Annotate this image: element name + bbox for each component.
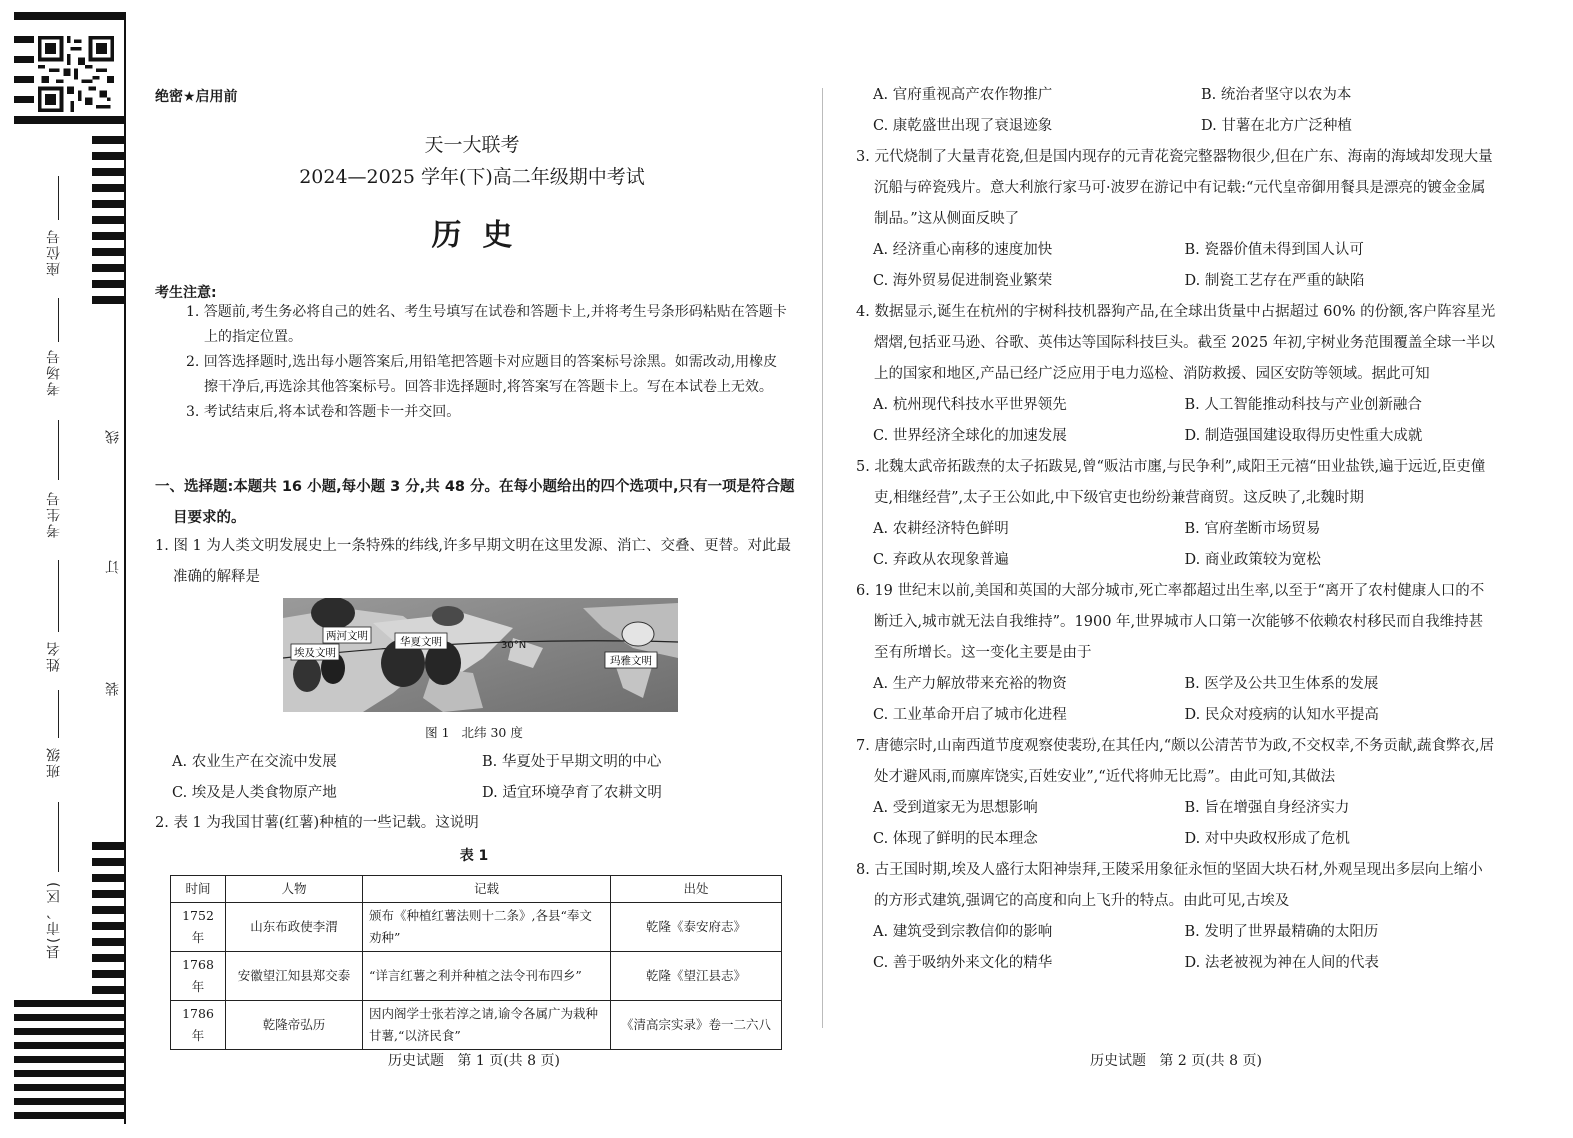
q2-option-a[interactable]: A. 官府重视高产农作物推广 bbox=[873, 87, 1053, 103]
binding-bar bbox=[14, 1070, 124, 1077]
q8-option-c[interactable]: C. 善于吸纳外来文化的精华 bbox=[873, 955, 1053, 971]
question-stem: 5. 北魏太武帝拓跋焘的太子拓跋晃,曾“贩沽市廛,与民争利”,咸阳王元禧“田业盐铁,遍于远近,臣吏僮吏,相继经营”,太子王公如此,中下级官吏也纷纷兼营商贸。这反映了,北魏时期 bbox=[856, 459, 1486, 506]
page-2-footer: 历史试题 第 2 页(共 8 页) bbox=[1090, 1053, 1262, 1069]
notice-title: 考生注意: bbox=[155, 285, 217, 301]
confidential-mark: 绝密★启用前 bbox=[155, 89, 238, 105]
binding-bar bbox=[92, 216, 124, 224]
table-header: 时间 bbox=[171, 876, 226, 903]
q7-option-b[interactable]: B. 旨在增强自身经济实力 bbox=[1184, 800, 1350, 816]
q6-option-a[interactable]: A. 生产力解放带来充裕的物资 bbox=[873, 676, 1067, 692]
table-cell: 1786 年 bbox=[171, 1001, 226, 1050]
column-divider bbox=[822, 88, 823, 1028]
seal-word-zhuang: 装 bbox=[105, 682, 121, 696]
table-header: 出处 bbox=[611, 876, 782, 903]
table-cell: 乾隆帝弘历 bbox=[226, 1001, 363, 1050]
name-label: 姓名 bbox=[46, 640, 62, 672]
table-1-title: 表 1 bbox=[459, 848, 489, 864]
binding-bar bbox=[14, 1014, 124, 1021]
binding-bar bbox=[92, 890, 124, 898]
q5-option-b[interactable]: B. 官府垄断市场贸易 bbox=[1184, 521, 1321, 537]
binding-bar bbox=[14, 1112, 124, 1119]
binding-bar bbox=[14, 1084, 124, 1091]
question-stem: 8. 古王国时期,埃及人盛行太阳神崇拜,王陵采用象征永恒的坚固大块石材,外观呈现出多层向上缩小的方形式建筑,强调它的高度和向上飞升的特点。由此可见,古埃及 bbox=[856, 862, 1483, 909]
binding-bar bbox=[92, 296, 124, 304]
binding-bar bbox=[92, 200, 124, 208]
q3-option-a[interactable]: A. 经济重心南移的速度加快 bbox=[873, 242, 1053, 258]
question-2 bbox=[155, 808, 793, 839]
class-label: 班级 bbox=[46, 746, 62, 778]
binding-bar bbox=[92, 970, 124, 978]
notice-item: 2. 回答选择题时,选出每小题答案后,用铅笔把答题卡对应题目的答案标号涂黑。如需改动,用橡皮擦干净后,再选涂其他答案标号。回答非选择题时,将答案写在答题卡上。写在本试卷上无效。 bbox=[186, 354, 778, 395]
binding-strip bbox=[0, 0, 130, 1138]
binding-bar bbox=[92, 858, 124, 866]
table-row bbox=[171, 952, 782, 1001]
question-3 bbox=[856, 142, 1496, 979]
question-1 bbox=[155, 531, 793, 593]
table-cell: “详言红薯之利并种植之法令刊布四乡” bbox=[363, 952, 611, 1001]
binding-bar bbox=[92, 874, 124, 882]
binding-bar bbox=[14, 1098, 124, 1105]
q2-option-d[interactable]: D. 甘薯在北方广泛种植 bbox=[1201, 118, 1352, 134]
table-row bbox=[171, 903, 782, 952]
subject-title: 历 史 bbox=[431, 218, 513, 253]
question-stem: 3. 元代烧制了大量青花瓷,但是国内现存的元青花瓷完整器物很少,但在广东、海南的海域却发现大量沉船与碎瓷残片。意大利旅行家马可·波罗在游记中有记载:“元代皇帝御用餐具是漂亮的镀金金属制品。”这从侧面反映了 bbox=[856, 149, 1493, 227]
q8-option-b[interactable]: B. 发明了世界最精确的太阳历 bbox=[1184, 924, 1379, 940]
table-header: 人物 bbox=[226, 876, 363, 903]
seal-word-ding: 订 bbox=[105, 560, 121, 574]
q1-option-a[interactable]: A. 农业生产在交流中发展 bbox=[172, 754, 337, 770]
candidate-number-label: 考生号 bbox=[46, 490, 62, 538]
q2-option-c[interactable]: C. 康乾盛世出现了衰退迹象 bbox=[873, 118, 1053, 134]
exam-room-label: 考场号 bbox=[46, 348, 62, 396]
binding-bar bbox=[92, 232, 124, 240]
binding-bar bbox=[92, 136, 124, 144]
q1-options bbox=[172, 747, 792, 809]
binding-bar bbox=[92, 922, 124, 930]
q8-option-d[interactable]: D. 法老被视为神在人间的代表 bbox=[1184, 955, 1379, 971]
binding-bar bbox=[92, 842, 124, 850]
binding-bar bbox=[14, 1042, 124, 1049]
table-cell: 因内阁学士张若淳之请,谕令各属广为栽种甘薯,“以济民食” bbox=[363, 1001, 611, 1050]
binding-bar bbox=[92, 986, 124, 994]
table-row bbox=[171, 1001, 782, 1050]
question-stem: 1. 图 1 为人类文明发展史上一条特殊的纬线,许多早期文明在这里发源、消亡、交叠、更替。对此最准确的解释是 bbox=[155, 538, 791, 585]
q5-option-c[interactable]: C. 弃政从农现象普遍 bbox=[873, 552, 1009, 568]
q4-option-d[interactable]: D. 制造强国建设取得历史性重大成就 bbox=[1184, 428, 1423, 444]
q7-option-c[interactable]: C. 体现了鲜明的民本理念 bbox=[873, 831, 1038, 847]
q2-option-b[interactable]: B. 统治者坚守以农为本 bbox=[1201, 87, 1352, 103]
binding-bar bbox=[92, 152, 124, 160]
binding-bar bbox=[92, 906, 124, 914]
table-cell: 乾隆《泰安府志》 bbox=[611, 903, 782, 952]
table-header: 记载 bbox=[363, 876, 611, 903]
figure-1-map bbox=[283, 598, 678, 712]
q3-option-c[interactable]: C. 海外贸易促进制瓷业繁荣 bbox=[873, 273, 1053, 289]
binding-bar bbox=[92, 168, 124, 176]
table-cell: 山东布政使李渭 bbox=[226, 903, 363, 952]
seal-word-xian: 线 bbox=[105, 430, 121, 444]
figure-1-caption: 图 1 北纬 30 度 bbox=[425, 725, 523, 740]
binding-bar bbox=[14, 1000, 124, 1007]
q6-option-d[interactable]: D. 民众对疫病的认知水平提高 bbox=[1184, 707, 1379, 723]
county-label: 县(市、区) bbox=[46, 880, 62, 959]
q1-option-d[interactable]: D. 适宜环境孕育了农耕文明 bbox=[482, 785, 662, 801]
notice-item: 1. 答题前,考生务必将自己的姓名、考生号填写在试卷和答题卡上,并将考生号条形码粘贴在答题卡上的指定位置。 bbox=[186, 304, 787, 345]
table-cell: 颁布《种植红薯法则十二条》,各县“奉文劝种” bbox=[363, 903, 611, 952]
table-cell: 安徽望江知县郑交泰 bbox=[226, 952, 363, 1001]
binding-bar bbox=[14, 1056, 124, 1063]
binding-bar bbox=[92, 280, 124, 288]
table-cell: 1768 年 bbox=[171, 952, 226, 1001]
binding-bar bbox=[92, 264, 124, 272]
map-label-mesopotamia: 两河文明 bbox=[326, 630, 368, 642]
q6-option-b[interactable]: B. 医学及公共卫生体系的发展 bbox=[1184, 676, 1379, 692]
exam-org: 天一大联考 bbox=[424, 134, 520, 156]
q2-options bbox=[873, 80, 1529, 142]
table-cell: 1752 年 bbox=[171, 903, 226, 952]
map-label-egypt: 埃及文明 bbox=[294, 647, 336, 659]
seat-number-label: 座位号 bbox=[46, 228, 62, 276]
q3-option-d[interactable]: D. 制瓷工艺存在严重的缺陷 bbox=[1184, 273, 1365, 289]
q1-option-b[interactable]: B. 华夏处于早期文明的中心 bbox=[482, 754, 662, 770]
q4-option-c[interactable]: C. 世界经济全球化的加速发展 bbox=[873, 428, 1067, 444]
q8-option-a[interactable]: A. 建筑受到宗教信仰的影响 bbox=[873, 924, 1053, 940]
q4-option-a[interactable]: A. 杭州现代科技水平世界领先 bbox=[873, 397, 1067, 413]
notice-item: 3. 考试结束后,将本试卷和答题卡一并交回。 bbox=[186, 404, 461, 420]
binding-bar bbox=[92, 184, 124, 192]
q3-option-b[interactable]: B. 瓷器价值未得到国人认可 bbox=[1184, 242, 1364, 258]
qr-code-icon bbox=[38, 36, 114, 112]
table-1 bbox=[170, 875, 782, 1050]
exam-title: 2024—2025 学年(下)高二年级期中考试 bbox=[299, 166, 645, 188]
map-label-30n: 30°N bbox=[501, 640, 527, 651]
binding-bar bbox=[92, 248, 124, 256]
q1-option-c[interactable]: C. 埃及是人类食物原产地 bbox=[172, 785, 337, 801]
q5-option-d[interactable]: D. 商业政策较为宽松 bbox=[1184, 552, 1321, 568]
q7-option-a[interactable]: A. 受到道家无为思想影响 bbox=[873, 800, 1038, 816]
table-cell: 《清高宗实录》卷一二六八 bbox=[611, 1001, 782, 1050]
map-label-maya: 玛雅文明 bbox=[610, 655, 652, 667]
binding-bar bbox=[92, 938, 124, 946]
q4-option-b[interactable]: B. 人工智能推动科技与产业创新融合 bbox=[1184, 397, 1422, 413]
question-stem: 6. 19 世纪末以前,美国和英国的大部分城市,死亡率都超过出生率,以至于“离开了农村健康人口的不断迁入,城市就无法自我维持”。1900 年,世界城市人口第一次能够不依赖农村移民而自我维持甚至有所增长。这一变化主要是由于 bbox=[856, 583, 1485, 661]
binding-bar bbox=[14, 1028, 124, 1035]
section-heading: 一、选择题:本题共 16 小题,每小题 3 分,共 48 分。在每小题给出的四个选项中,只有一项是符合题目要求的。 bbox=[155, 479, 795, 526]
question-stem: 2. 表 1 为我国甘薯(红薯)种植的一些记载。这说明 bbox=[155, 815, 479, 831]
q7-option-d[interactable]: D. 对中央政权形成了危机 bbox=[1184, 831, 1350, 847]
question-stem: 7. 唐德宗时,山南西道节度观察使裴玢,在其任内,“颇以公清苦节为政,不交权幸,不务贡献,蔬食弊衣,居处才避风雨,而廪库饶实,百姓安业”,“近代将帅无比焉”。由此可知,其做法 bbox=[856, 738, 1495, 785]
table-cell: 乾隆《望江县志》 bbox=[611, 952, 782, 1001]
q6-option-c[interactable]: C. 工业革命开启了城市化进程 bbox=[873, 707, 1067, 723]
page-1-footer: 历史试题 第 1 页(共 8 页) bbox=[388, 1053, 560, 1069]
q5-option-a[interactable]: A. 农耕经济特色鲜明 bbox=[873, 521, 1009, 537]
notice-list bbox=[186, 300, 790, 425]
question-stem: 4. 数据显示,诞生在杭州的宇树科技机器狗产品,在全球出货量中占据超过 60% 的份额,客户阵容星光熠熠,包括亚马逊、谷歌、英伟达等国际科技巨头。截至 2025 年初,宇树业务范围覆盖全球一半以上的国家和地区,产品已经广泛应用于电力巡检、消防救援、园区安防等领域。据此可知 bbox=[856, 304, 1496, 382]
map-label-huaxia: 华夏文明 bbox=[400, 636, 442, 648]
binding-bar bbox=[92, 954, 124, 962]
